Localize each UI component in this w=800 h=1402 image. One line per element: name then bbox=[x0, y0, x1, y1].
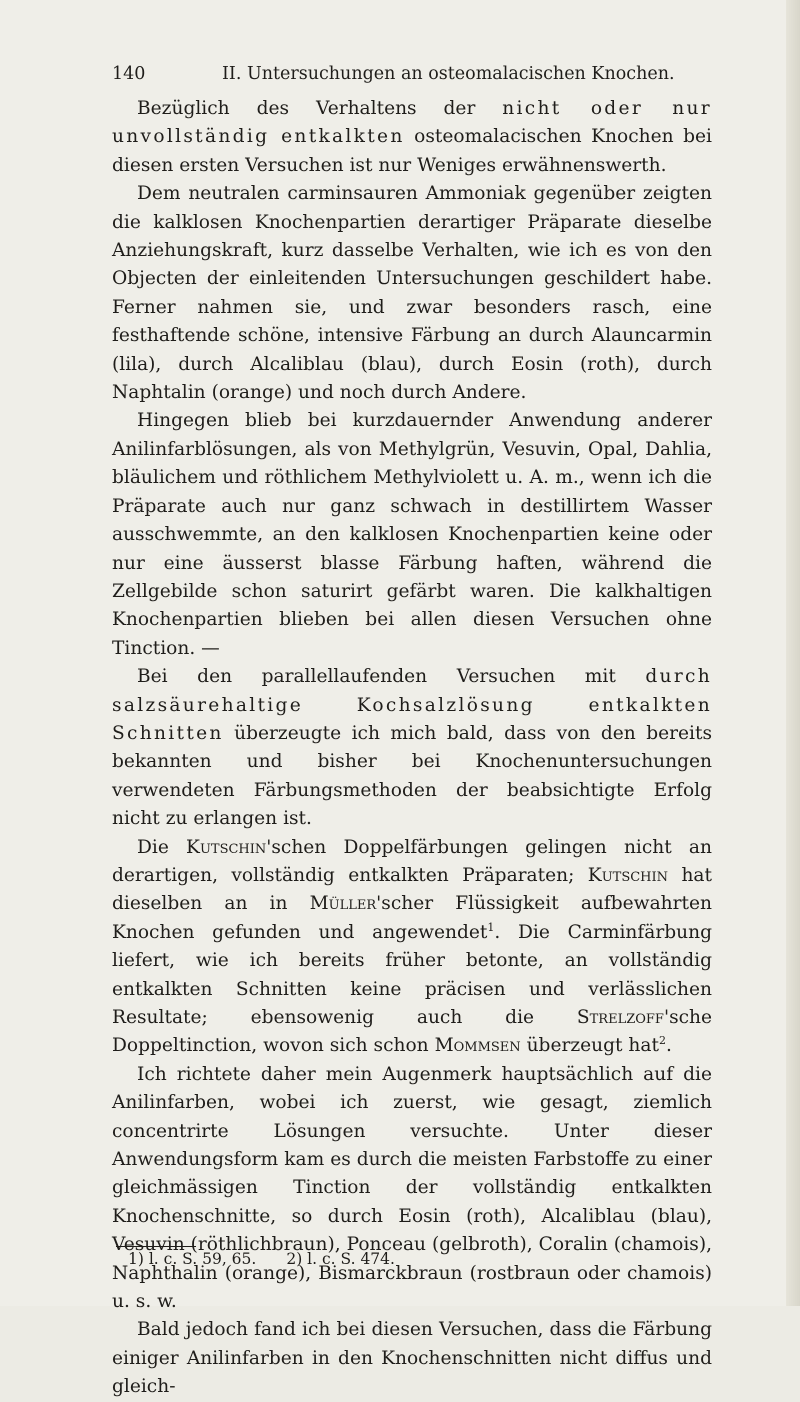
page-edge bbox=[786, 0, 800, 1306]
text-run: Bezüglich des Verhaltens der bbox=[137, 98, 503, 119]
text-run: . Die Carminfärbung liefert, wie ich bereits früher betonte, an vollständig entkalkten Schnitten keine präcisen und verlässlichen Resultate; ebensowenig auch die bbox=[112, 921, 712, 1028]
text-run: 'sche Doppeltinction, wovon sich schon bbox=[112, 1007, 712, 1057]
running-title: II. Untersuchungen an osteomalacischen Knochen. bbox=[222, 64, 675, 84]
emphasized-text: nicht oder nur unvollständig entkalkten bbox=[112, 98, 712, 148]
paragraph-4 bbox=[112, 663, 712, 833]
paragraph-3 bbox=[112, 407, 712, 663]
paragraph-6 bbox=[112, 1061, 712, 1317]
text-run: 'scher Flüssigkeit aufbewahrten Knochen gefunden und angewendet bbox=[112, 893, 712, 943]
text-run: hat dieselben an in bbox=[112, 864, 712, 915]
body-text bbox=[112, 95, 712, 1402]
text-run: osteomalacischen Knochen bei diesen ersten Versuchen ist nur Weniges erwähnenswerth. bbox=[112, 126, 712, 176]
text-run: Die bbox=[137, 836, 187, 858]
author-name: Strelzoff bbox=[576, 1007, 664, 1028]
text-run: Dem neutralen carminsauren Ammoniak gegenüber zeigten die kalklosen Knochenpartien derartiger Präparate dieselbe Anziehungskraft, kurz dasselbe Verhalten, wie ich es von den Objecten der einleitenden Untersuchungen geschildert habe. Ferner nahmen sie, und zwar besonders rasch, eine festhaftende schöne, intensive Färbung an durch Alauncarmin (lila), durch Alcaliblau (blau), durch Eosin (roth), durch Naphtalin (orange) und noch durch Andere. bbox=[112, 183, 712, 404]
paragraph-2 bbox=[112, 180, 712, 407]
author-name: Kutschin bbox=[587, 864, 669, 886]
footnote-ref[interactable]: 1 bbox=[487, 920, 495, 934]
text-run: überzeugte ich mich bald, dass von den bereits bekannten und bisher bei Knochenuntersuchungen verwendeten Färbungsmethoden der beabsichtigte Erfolg nicht zu erlangen ist. bbox=[112, 722, 712, 830]
text-run: überzeugt hat bbox=[520, 1035, 659, 1057]
text-run: Bald jedoch fand ich bei diesen Versuchen, dass die Färbung einiger Anilinfarben in den Knochenschnitten nicht diffus und gleich- bbox=[112, 1319, 712, 1398]
text-run: 'schen Doppelfärbungen gelingen nicht an derartigen, vollständig entkalkten Präparaten; bbox=[112, 836, 712, 886]
text-run: Ich richtete daher mein Augenmerk hauptsächlich auf die Anilinfarben, wobei ich zuerst, wie gesagt, ziemlich concentrirte Lösungen versuchte. Unter dieser Anwendungsform kam es durch die meisten Farbstoffe zu einer gleichmässigen Tinction der vollständig entkalkten Knochenschnitte, so durch Eosin (roth), Alcaliblau (blau), Vesuvin (röthlichbraun), Ponceau (gelbroth), Coralin (chamois), Naphthalin (orange), Bismarckbraun (rostbraun oder chamois) u. s. w. bbox=[112, 1063, 712, 1313]
footnote-1: 1) l. c. S. 59, 65. bbox=[128, 1250, 257, 1268]
author-name: Kutschin bbox=[186, 836, 267, 858]
author-name: Mommsen bbox=[434, 1035, 521, 1057]
page-number: 140 bbox=[112, 64, 146, 84]
footnote-ref[interactable]: 2 bbox=[658, 1034, 666, 1048]
footnote-2: 2) l. c. S. 474. bbox=[286, 1250, 395, 1268]
footnotes bbox=[128, 1248, 628, 1270]
author-name: Müller bbox=[309, 893, 377, 915]
paragraph-1 bbox=[112, 95, 712, 180]
paragraph-5 bbox=[112, 834, 712, 1061]
footnote-rule bbox=[116, 1246, 196, 1247]
emphasized-text: durch salzsäurehaltige Kochsalzlösung entkalkten Schnitten bbox=[112, 666, 712, 744]
text-run: Bei den parallellaufenden Versuchen mit bbox=[137, 666, 646, 688]
text-run: . bbox=[665, 1035, 672, 1057]
running-header bbox=[112, 62, 712, 86]
text-run: Hingegen blieb bei kurzdauernder Anwendung anderer Anilinfarblösungen, als von Methylgrün, Vesuvin, Opal, Dahlia, bläulichem und röthlichem Methylviolett u. A. m., wenn ich die Präparate auch nur ganz schwach in destillirtem Wasser ausschwemmte, an den kalklosen Knochenpartien keine oder nur eine äusserst blasse Färbung haften, während die Zellgebilde schon saturirt gefärbt waren. Die kalkhaltigen Knochenpartien blieben bei allen diesen Versuchen ohne Tinction. — bbox=[112, 410, 712, 659]
paragraph-7 bbox=[112, 1316, 712, 1401]
